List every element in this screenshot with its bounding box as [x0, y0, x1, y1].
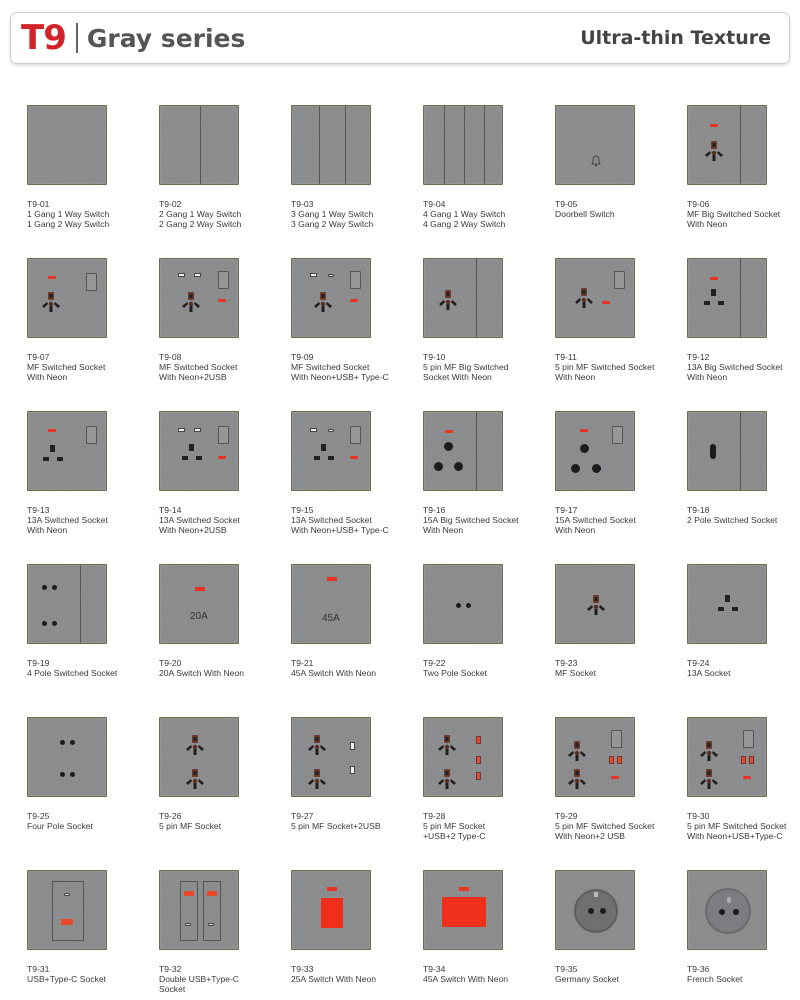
- product-description: With Neon+2USB: [159, 525, 227, 535]
- gang-divider: [80, 565, 81, 644]
- product-caption: [555, 964, 685, 984]
- product-caption: [555, 505, 685, 535]
- product-image: [291, 411, 371, 491]
- mf-socket-icon: [698, 768, 720, 790]
- product-description: 5 pin MF Socket: [159, 821, 222, 831]
- product-description: +USB+2 Type-C: [423, 831, 486, 841]
- socket-pin: [321, 444, 326, 451]
- product-description: Four Pole Socket: [27, 821, 93, 831]
- product-caption: [291, 964, 421, 984]
- socket-hole: [588, 908, 594, 914]
- product-code: T9-26: [159, 811, 182, 821]
- product-caption: [27, 505, 157, 535]
- product-code: T9-32: [159, 964, 182, 974]
- product-image: [555, 870, 635, 950]
- socket-pin: [617, 756, 622, 764]
- socket-hole: [456, 603, 461, 608]
- mf-socket-icon: [436, 734, 458, 756]
- product-caption: [423, 199, 553, 229]
- mf-socket-icon: [585, 594, 607, 616]
- product-caption: [423, 505, 553, 535]
- product-image: [687, 717, 767, 797]
- usb-a-port: [184, 891, 194, 896]
- product-code: T9-20: [159, 658, 182, 668]
- product-caption: [159, 505, 289, 535]
- product-description: With Neon+2 USB: [555, 831, 625, 841]
- product-description: 3 Gang 1 Way Switch: [291, 209, 374, 219]
- neon-indicator: [327, 887, 337, 891]
- socket-pin: [43, 457, 49, 461]
- neon-indicator: [710, 124, 718, 127]
- product-code: T9-04: [423, 199, 446, 209]
- product-code: T9-10: [423, 352, 446, 362]
- product-description: 5 pin MF Switched Socket: [687, 821, 787, 831]
- socket-pin: [704, 301, 710, 305]
- product-description: 4 Gang 1 Way Switch: [423, 209, 506, 219]
- usb-panel: [180, 881, 198, 941]
- socket-pin: [178, 273, 185, 277]
- rocker-switch: [86, 273, 97, 291]
- socket-pin: [350, 742, 355, 750]
- product-description: 5 pin MF Switched Socket: [555, 362, 655, 372]
- socket-pin: [328, 429, 334, 432]
- product-description: 15A Switched Socket: [555, 515, 636, 525]
- bell-icon: [591, 154, 601, 164]
- gang-divider: [319, 106, 320, 185]
- french-recess: [705, 888, 751, 934]
- product-caption: [27, 964, 157, 984]
- product-code: T9-31: [27, 964, 50, 974]
- mf-socket-icon: [180, 291, 202, 313]
- product-caption: [555, 811, 685, 841]
- product-description: 4 Gang 2 Way Switch: [423, 219, 506, 229]
- product-description: MF Socket: [555, 668, 597, 678]
- mf-socket-icon: [566, 768, 588, 790]
- product-code: T9-34: [423, 964, 446, 974]
- product-description: With Neon: [555, 525, 596, 535]
- product-caption: [27, 352, 157, 382]
- product-code: T9-02: [159, 199, 182, 209]
- red-rocker: [321, 898, 343, 928]
- product-image: [687, 105, 767, 185]
- product-image: [423, 105, 503, 185]
- product-caption: [291, 658, 421, 678]
- socket-hole: [710, 444, 716, 459]
- socket-pin: [711, 289, 716, 296]
- product-caption: [687, 811, 800, 841]
- product-code: T9-05: [555, 199, 578, 209]
- product-description: MF Switched Socket: [159, 362, 238, 372]
- socket-hole: [733, 909, 739, 915]
- rating-label: 20A: [190, 611, 208, 622]
- earth-pin: [727, 897, 731, 903]
- rating-label: 45A: [322, 613, 340, 624]
- gang-divider: [444, 106, 445, 185]
- usb-a-port: [61, 919, 73, 925]
- product-code: T9-14: [159, 505, 182, 515]
- product-description: MF Big Switched Socket: [687, 209, 781, 219]
- neon-indicator: [48, 429, 56, 432]
- rocker-switch: [218, 426, 229, 444]
- product-code: T9-19: [27, 658, 50, 668]
- product-caption: [159, 658, 289, 678]
- product-image: [159, 105, 239, 185]
- socket-hole: [52, 585, 57, 590]
- product-description: 1 Gang 2 Way Switch: [27, 219, 110, 229]
- socket-hole: [52, 621, 57, 626]
- product-description: Double USB+Type-C: [159, 974, 240, 984]
- product-code: T9-07: [27, 352, 50, 362]
- socket-pin: [64, 893, 70, 896]
- socket-pin: [571, 464, 580, 473]
- socket-pin: [310, 273, 317, 277]
- neon-indicator: [602, 301, 610, 304]
- gang-divider: [200, 106, 201, 185]
- product-code: T9-12: [687, 352, 710, 362]
- neon-indicator: [350, 456, 358, 459]
- product-caption: [159, 199, 289, 229]
- neon-indicator: [445, 430, 453, 433]
- socket-hole: [719, 909, 725, 915]
- socket-pin: [350, 766, 355, 774]
- product-description: 13A Socket: [687, 668, 731, 678]
- socket-hole: [42, 621, 47, 626]
- product-description: With Neon: [27, 372, 68, 382]
- product-image: [291, 258, 371, 338]
- product-description: USB+Type-C Socket: [27, 974, 107, 984]
- product-image: [423, 258, 503, 338]
- product-caption: [687, 505, 800, 525]
- socket-pin: [580, 444, 589, 453]
- product-code: T9-06: [687, 199, 710, 209]
- product-image: [159, 564, 239, 644]
- product-description: 20A Switch With Neon: [159, 668, 245, 678]
- mf-socket-icon: [436, 768, 458, 790]
- product-image: [687, 258, 767, 338]
- product-code: T9-30: [687, 811, 710, 821]
- product-image: [423, 411, 503, 491]
- rocker-switch: [218, 271, 229, 289]
- product-description: 13A Big Switched Socket: [687, 362, 783, 372]
- usb-panel: [203, 881, 221, 941]
- socket-pin: [194, 428, 201, 432]
- product-image: [687, 870, 767, 950]
- socket-pin: [310, 428, 317, 432]
- socket-hole: [42, 585, 47, 590]
- product-image: [291, 564, 371, 644]
- product-caption: [27, 658, 157, 678]
- socket-pin: [741, 756, 746, 764]
- series-title: Gray series: [86, 23, 246, 53]
- product-description: MF Switched Socket: [291, 362, 370, 372]
- product-caption: [423, 811, 553, 841]
- product-caption: [687, 658, 800, 678]
- product-caption: [555, 352, 685, 382]
- product-description: 2 Gang 1 Way Switch: [159, 209, 242, 219]
- product-description: With Neon+USB+ Type-C: [291, 372, 389, 382]
- gang-divider: [740, 259, 741, 338]
- socket-pin: [434, 462, 443, 471]
- rocker-switch: [350, 426, 361, 444]
- product-code: T9-33: [291, 964, 314, 974]
- product-code: T9-21: [291, 658, 314, 668]
- product-description: 13A Switched Socket: [291, 515, 372, 525]
- product-code: T9-24: [687, 658, 710, 668]
- socket-pin: [476, 736, 481, 744]
- mf-socket-icon: [40, 291, 62, 313]
- product-description: 45A Switch With Neon: [291, 668, 377, 678]
- product-image: [555, 258, 635, 338]
- neon-indicator: [350, 299, 358, 302]
- product-code: T9-23: [555, 658, 578, 668]
- product-image: [27, 105, 107, 185]
- product-description: MF Switched Socket: [27, 362, 106, 372]
- mf-socket-icon: [703, 140, 725, 162]
- product-description: 2 Gang 2 Way Switch: [159, 219, 242, 229]
- socket-hole: [70, 740, 75, 745]
- socket-pin: [195, 587, 205, 591]
- gang-divider: [345, 106, 346, 185]
- rocker-switch: [614, 271, 625, 289]
- neon-indicator: [611, 776, 619, 779]
- product-code: T9-08: [159, 352, 182, 362]
- mf-socket-icon: [312, 291, 334, 313]
- product-image: [555, 717, 635, 797]
- product-image: [555, 105, 635, 185]
- product-image: [291, 870, 371, 950]
- gang-divider: [740, 106, 741, 185]
- product-description: 15A Big Switched Socket: [423, 515, 519, 525]
- socket-pin: [732, 607, 738, 611]
- socket-pin: [749, 756, 754, 764]
- socket-hole: [600, 908, 606, 914]
- product-caption: [423, 658, 553, 678]
- product-image: [423, 870, 503, 950]
- mf-socket-icon: [184, 734, 206, 756]
- socket-pin: [196, 456, 202, 460]
- product-code: T9-28: [423, 811, 446, 821]
- series-tagline: Ultra-thin Texture: [580, 27, 771, 49]
- socket-pin: [327, 577, 337, 581]
- socket-pin: [178, 428, 185, 432]
- product-code: T9-22: [423, 658, 446, 668]
- product-code: T9-13: [27, 505, 50, 515]
- socket-pin: [592, 464, 601, 473]
- product-caption: [27, 811, 157, 831]
- product-image: [423, 717, 503, 797]
- product-caption: [555, 658, 685, 678]
- schuko-recess: [574, 889, 618, 933]
- gang-divider: [476, 412, 477, 491]
- mf-socket-icon: [306, 768, 328, 790]
- socket-hole: [70, 772, 75, 777]
- mf-socket-icon: [573, 287, 595, 309]
- socket-pin: [182, 456, 188, 460]
- product-code: T9-03: [291, 199, 314, 209]
- product-image: [27, 411, 107, 491]
- product-description: Socket With Neon: [423, 372, 492, 382]
- neon-indicator: [48, 276, 56, 279]
- product-description: With Neon: [687, 372, 728, 382]
- mf-socket-icon: [306, 734, 328, 756]
- socket-pin: [208, 923, 214, 926]
- rocker-switch: [743, 730, 754, 748]
- socket-pin: [609, 756, 614, 764]
- product-code: T9-18: [687, 505, 710, 515]
- product-description: Socket: [159, 984, 186, 994]
- product-image: [27, 717, 107, 797]
- socket-pin: [185, 923, 191, 926]
- product-description: With Neon: [555, 372, 596, 382]
- product-description: 2 Pole Switched Socket: [687, 515, 778, 525]
- socket-pin: [454, 462, 463, 471]
- mf-socket-icon: [566, 740, 588, 762]
- product-description: 5 pin MF Socket+2USB: [291, 821, 381, 831]
- socket-pin: [314, 456, 320, 460]
- socket-pin: [476, 756, 481, 764]
- product-caption: [159, 811, 289, 831]
- mf-socket-icon: [437, 289, 459, 311]
- product-code: T9-15: [291, 505, 314, 515]
- product-image: [27, 258, 107, 338]
- product-image: [555, 564, 635, 644]
- socket-pin: [328, 456, 334, 460]
- product-image: [555, 411, 635, 491]
- product-caption: [687, 964, 800, 984]
- product-code: T9-36: [687, 964, 710, 974]
- product-caption: [291, 199, 421, 229]
- socket-hole: [60, 772, 65, 777]
- usb-a-port: [207, 891, 217, 896]
- product-image: [687, 564, 767, 644]
- earth-clip: [594, 892, 598, 897]
- gang-divider: [464, 106, 465, 185]
- product-image: [159, 411, 239, 491]
- product-image: [687, 411, 767, 491]
- product-image: [423, 564, 503, 644]
- product-code: T9-35: [555, 964, 578, 974]
- product-description: With Neon+USB+ Type-C: [291, 525, 389, 535]
- product-description: 5 pin MF Switched Socket: [555, 821, 655, 831]
- rocker-switch: [86, 426, 97, 444]
- neon-indicator: [218, 456, 226, 459]
- neon-indicator: [710, 277, 718, 280]
- product-code: T9-16: [423, 505, 446, 515]
- product-caption: [555, 199, 685, 219]
- gang-divider: [476, 259, 477, 338]
- product-description: With Neon+2USB: [159, 372, 227, 382]
- rocker-switch: [612, 426, 623, 444]
- red-rocker: [442, 897, 486, 927]
- product-description: With Neon: [27, 525, 68, 535]
- socket-pin: [718, 607, 724, 611]
- gang-divider: [740, 412, 741, 491]
- socket-pin: [444, 442, 453, 451]
- product-description: 1 Gang 1 Way Switch: [27, 209, 110, 219]
- neon-indicator: [218, 299, 226, 302]
- socket-hole: [60, 740, 65, 745]
- product-caption: [291, 505, 421, 535]
- product-image: [159, 717, 239, 797]
- product-caption: [423, 964, 553, 984]
- socket-pin: [194, 273, 201, 277]
- socket-pin: [57, 457, 63, 461]
- product-code: T9-29: [555, 811, 578, 821]
- product-caption: [159, 964, 289, 994]
- product-description: With Neon+USB+Type-C: [687, 831, 783, 841]
- product-description: 25A Switch With Neon: [291, 974, 377, 984]
- socket-pin: [50, 445, 55, 452]
- product-caption: [159, 352, 289, 382]
- product-description: 13A Switched Socket: [159, 515, 240, 525]
- socket-pin: [328, 274, 334, 277]
- gang-divider: [484, 106, 485, 185]
- product-image: [27, 870, 107, 950]
- product-description: French Socket: [687, 974, 743, 984]
- product-description: 3 Gang 2 Way Switch: [291, 219, 374, 229]
- product-description: With Neon: [423, 525, 464, 535]
- product-code: T9-27: [291, 811, 314, 821]
- product-description: 5 pin MF Socket: [423, 821, 486, 831]
- product-image: [27, 564, 107, 644]
- rocker-switch: [611, 730, 622, 748]
- product-image: [159, 870, 239, 950]
- product-description: 4 Pole Switched Socket: [27, 668, 118, 678]
- neon-indicator: [459, 887, 469, 891]
- product-code: T9-25: [27, 811, 50, 821]
- usb-panel: [52, 881, 84, 941]
- product-image: [291, 717, 371, 797]
- socket-pin: [718, 301, 724, 305]
- product-code: T9-09: [291, 352, 314, 362]
- product-caption: [687, 352, 800, 382]
- product-description: 13A Switched Socket: [27, 515, 108, 525]
- product-image: [291, 105, 371, 185]
- product-caption: [423, 352, 553, 382]
- rocker-switch: [350, 271, 361, 289]
- product-code: T9-01: [27, 199, 50, 209]
- product-description: Two Pole Socket: [423, 668, 488, 678]
- product-description: Germany Socket: [555, 974, 619, 984]
- socket-pin: [476, 772, 481, 780]
- mf-socket-icon: [184, 768, 206, 790]
- product-caption: [291, 811, 421, 831]
- product-description: 5 pin MF Big Switched: [423, 362, 509, 372]
- product-description: Doorbell Switch: [555, 209, 615, 219]
- brand-logo: T9: [21, 18, 66, 58]
- product-code: T9-17: [555, 505, 578, 515]
- product-description: With Neon: [687, 219, 728, 229]
- socket-pin: [189, 444, 194, 451]
- product-code: T9-11: [555, 352, 577, 362]
- product-caption: [687, 199, 800, 229]
- product-image: [159, 258, 239, 338]
- product-caption: [291, 352, 421, 382]
- neon-indicator: [580, 429, 588, 432]
- mf-socket-icon: [698, 740, 720, 762]
- socket-hole: [466, 603, 471, 608]
- socket-pin: [725, 595, 730, 602]
- product-caption: [27, 199, 157, 229]
- neon-indicator: [743, 776, 751, 779]
- product-description: 45A Switch With Neon: [423, 974, 509, 984]
